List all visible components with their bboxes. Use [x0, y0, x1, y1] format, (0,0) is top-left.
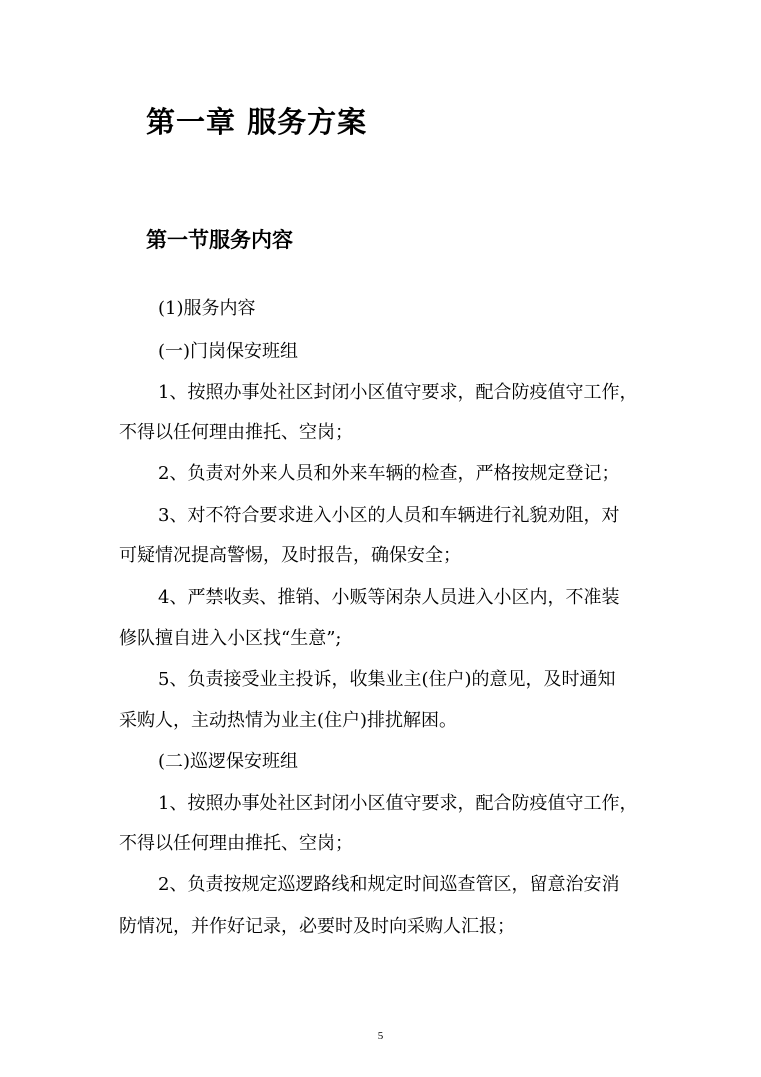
paragraph-line: 2、负责对外来人员和外来车辆的检查，严格按规定登记； [158, 463, 620, 484]
paragraph-line: 3、对不符合要求进入小区的人员和车辆进行礼貌劝阻，对 [158, 505, 620, 526]
paragraph-line: 修队擅自进入小区找“生意”; [119, 628, 342, 649]
paragraph-heading: (1)服务内容 [158, 298, 256, 319]
paragraph-line: 采购人，主动热情为业主(住户)排扰解困。 [119, 710, 458, 731]
paragraph-line: 4、严禁收卖、推销、小贩等闲杂人员进入小区内，不准装 [158, 587, 620, 608]
paragraph-subheading: (一)门岗保安班组 [158, 341, 299, 362]
paragraph-line: 不得以任何理由推托、空岗； [119, 833, 353, 854]
paragraph-line: 2、负责按规定巡逻路线和规定时间巡查管区，留意治安消 [158, 874, 620, 895]
page-number: 5 [377, 1030, 384, 1042]
paragraph-line: 不得以任何理由推托、空岗； [119, 422, 353, 443]
paragraph-line: 可疑情况提高警惕，及时报告，确保安全； [119, 545, 461, 566]
paragraph-line: 1、按照办事处社区封闭小区值守要求，配合防疫值守工作， [158, 382, 638, 403]
section-title: 第一节服务内容 [146, 227, 293, 252]
paragraph-line: 5、负责接受业主投诉，收集业主(住户)的意见，及时通知 [158, 669, 616, 690]
paragraph-line: 1、按照办事处社区封闭小区值守要求，配合防疫值守工作， [158, 793, 638, 814]
paragraph-line: 防情况，并作好记录，必要时及时向采购人汇报； [119, 916, 515, 937]
paragraph-subheading: (二)巡逻保安班组 [158, 751, 299, 772]
chapter-title: 第一章 服务方案 [146, 105, 368, 139]
